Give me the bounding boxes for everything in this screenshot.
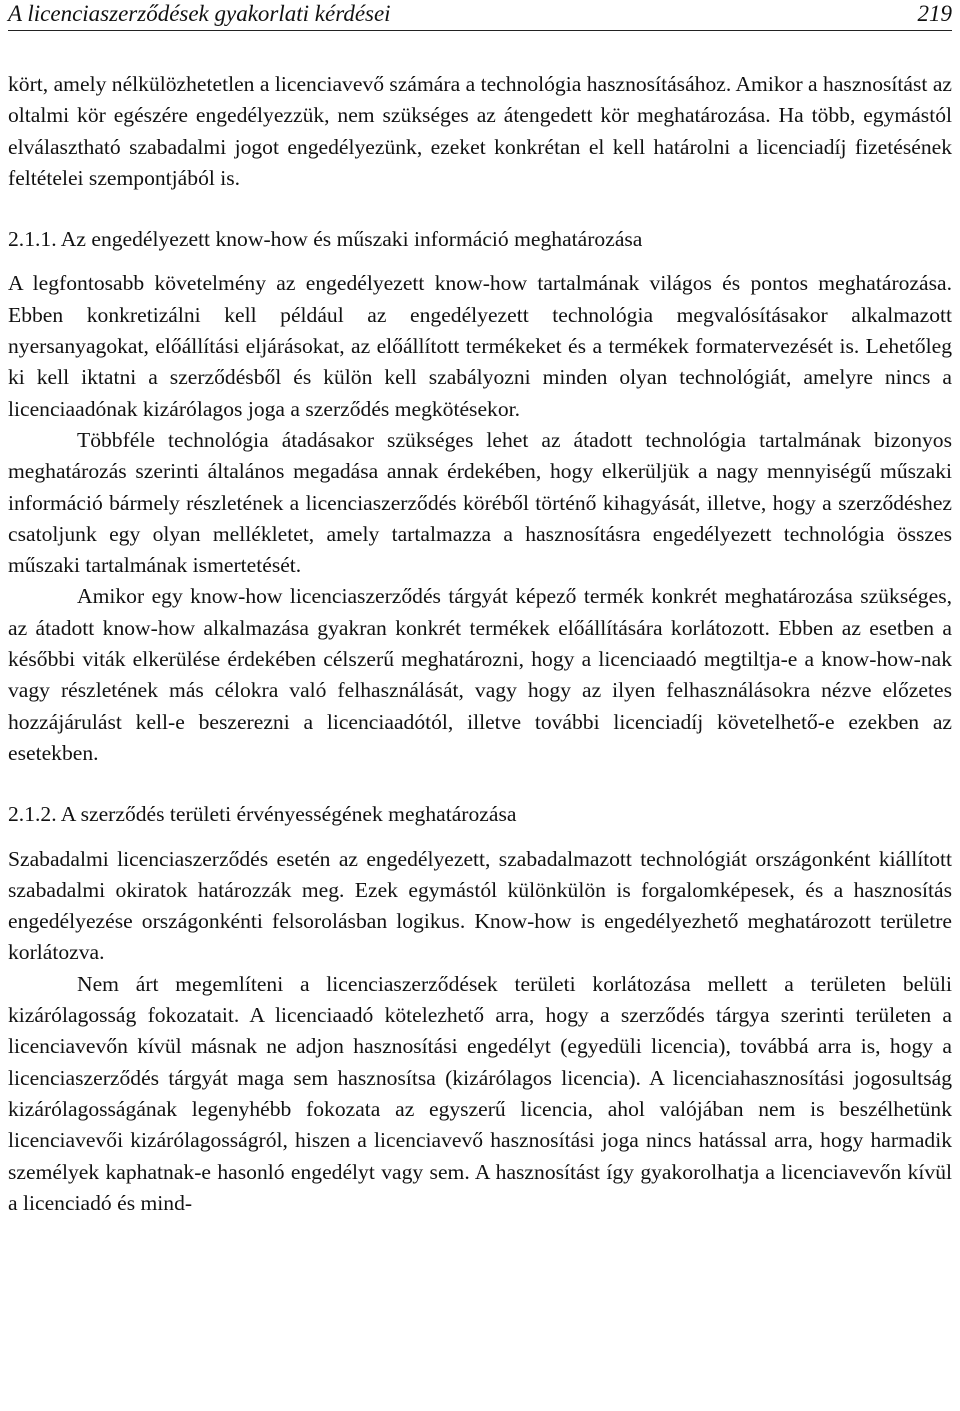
paragraph: Többféle technológia átadásakor szükséges lehet az átadott technológia tartalmának bizonyos meghatározás szerinti általános megadása annak érdekében, hogy elkerüljük a nagy mennyiségű műszaki információ bármely részletének a licenciaszerződés köréből történő kihagyását, illetve, hogy a szerződéshez csatoljunk egy olyan mellékletet, amely tartalmazza a hasznosításra engedélyezett technológia összes műszaki tartalmának ismertetését. (8, 427, 952, 578)
page-number: 219 (917, 1, 952, 26)
document-page (8, 0, 952, 1219)
section-heading-2-1-1: 2.1.1. Az engedélyezett know-how és műszaki információ meghatározása (8, 227, 643, 252)
paragraph-continued: kört, amely nélkülözhetetlen a licenciavevő számára a technológia hasznosításához. Amikor a hasznosítást az oltalmi kör egészére engedélyezzük, nem szükséges az átengedett kör meghatározása. Ha több, egymástól elválasztható szabadalmi jogot engedélyezünk, ezeket konkrétan el kell határolni a licenciadíj fizetésének feltételei szempontjából is. (8, 72, 952, 190)
paragraph: Nem árt megemlíteni a licenciaszerződések területi korlátozása mellett a területen belüli kizárólagosság fokozatait. A licenciaadó kötelezhető arra, hogy a szerződés tárgya szerinti területen a licenciavevőn kívül másnak ne adjon hasznosítási engedélyt (egyedüli licencia), továbbá arra is, hogy a licenciaszerződés tárgyát maga sem hasznosítsa (kizárólagos licencia). A licenciahasznosítási jogosultság kizárólagosságának legenyhébb fokozata az egyszerű licencia, ahol valójában nem is beszélhetünk licenciavevői kizárólagosságról, hiszen a licenciavevő hasznosítási joga nincs hatással arra, hogy harmadik személyek kaphatnak-e hasonló engedélyt vagy sem. A hasznosítást így gyakorolhatja a licenciavevőn kívül a licenciadó és mind- (8, 971, 952, 1215)
paragraph: Amikor egy know-how licenciaszerződés tárgyát képező termék konkrét meghatározása szükséges, az átadott know-how alkalmazása gyakran konkrét termékek előállítására korlátozott. Ebben az esetben a későbbi viták elkerülése érdekében célszerű meghatározni, hogy a licenciaadó megtiltja-e a know-how-nak vagy részletének más célokra való felhasználását, vagy hogy az ilyen felhasználásokra nézve előzetes hozzájárulást kell-e beszerezni a licenciaadótól, illetve további licenciadíj követelhető-e ezekben az esetekben. (8, 584, 952, 765)
section-heading-2-1-2: 2.1.2. A szerződés területi érvényességének meghatározása (8, 802, 517, 827)
running-header (8, 0, 952, 31)
running-header-title: A licenciaszerződések gyakorlati kérdései (8, 1, 391, 26)
paragraph: A legfontosabb követelmény az engedélyezett know-how tartalmának világos és pontos meghatározása. Ebben konkretizálni kell például az engedélyezett technológia megvalósításakor alkalmazott nyersanyagokat, előállítási eljárásokat, az előállított termékeket és a termékek formatervezését is. Lehetőleg ki kell iktatni a szerződésből és külön kell szabályozni minden olyan technológiát, amelyre nincs a licenciaadónak kizárólagos joga a szerződés megkötésekor. (8, 271, 952, 421)
paragraph: Szabadalmi licenciaszerződés esetén az engedélyezett, szabadalmazott technológiát országonként kiállított szabadalmi okiratok határozzák meg. Ezek egymástól különkülön is forgalomképesek, és a hasznosítás engedélyezése országonkénti felsorolásban logikus. Know-how is engedélyezhető meghatározott területre korlátozva. (8, 846, 952, 965)
